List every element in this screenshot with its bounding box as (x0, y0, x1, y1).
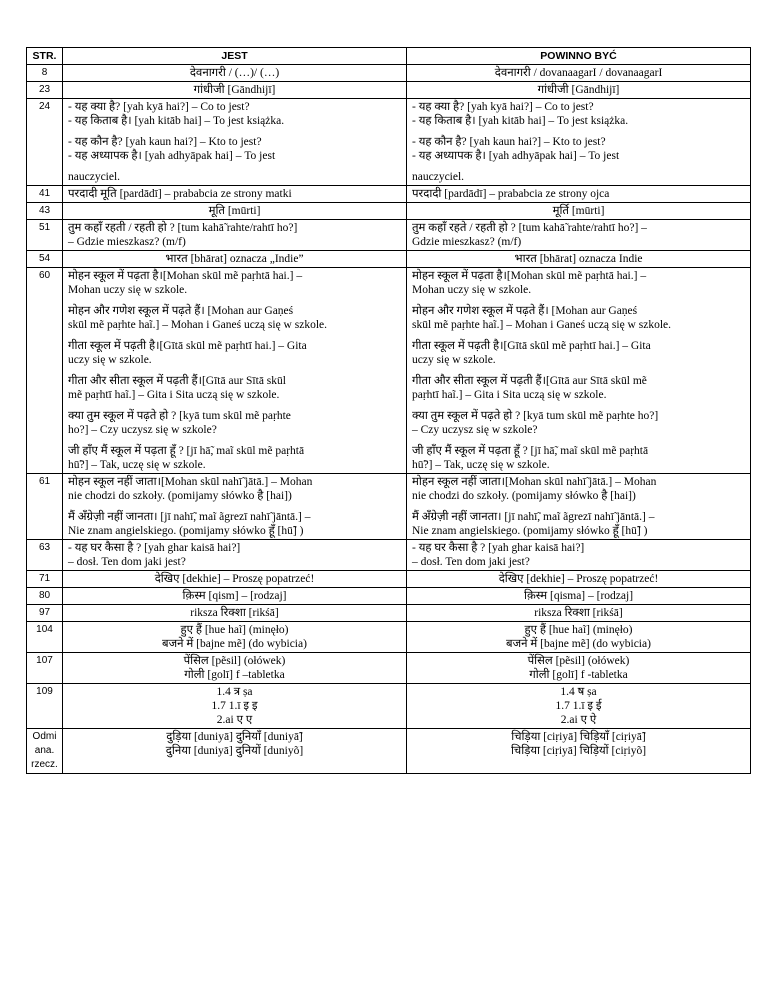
original-text-cell (63, 186, 407, 203)
text-line: परदादी [pardādī] – prababcia ze strony ojca (412, 188, 610, 200)
text-line: क़िस्म [qisma] – [rodzaj] (523, 590, 634, 602)
original-text-cell (63, 65, 407, 82)
original-text-cell (63, 622, 407, 653)
text-line: - यह क्या है? [yah kyā hai?] – Co to jest? (412, 101, 594, 113)
text-line: मोहन स्कूल में पढ़ता है।[Mohan skūl mẽ paṛhtā hai.] – (68, 270, 303, 282)
table-row (27, 251, 751, 268)
text-line: - यह घर कैसा है ? [yah ghar kaisā hai?] (412, 542, 585, 554)
text-line: मोहन और गणेश स्कूल में पढ़ते हैं। [Mohan aur Gaṇeś (412, 305, 638, 317)
text-line: चिड़िया [ciṛiyā] चिड़ियों [ciṛiyõ] (510, 745, 647, 757)
page-number: 104 (27, 622, 63, 653)
original-text-cell (63, 474, 407, 540)
text-line: मोहन और गणेश स्कूल में पढ़ते हैं। [Mohan aur Gaṇeś (68, 305, 294, 317)
text-line: देखिए [dekhie] – Proszę popatrzeć! (154, 573, 315, 585)
corrected-text-cell (407, 65, 751, 82)
text-line: क्या तुम स्कूल में पढ़ते हो ? [kyā tum skūl mẽ paṛhte (68, 410, 291, 422)
text-line: - यह किताब है। [yah kitāb hai] – To jest książka. (412, 115, 629, 127)
page-number: 80 (27, 588, 63, 605)
page-number: 54 (27, 251, 63, 268)
text-line: भारत [bhārat] oznacza „Indie” (165, 253, 304, 265)
text-line: Gdzie mieszkasz? (m/f) (412, 236, 522, 248)
page-number: 107 (27, 653, 63, 684)
text-line: गीता स्कूल में पढ़ती है।[Gītā skūl mẽ paṛhtī hai.] – Gita (412, 340, 651, 352)
corrected-text-cell (407, 268, 751, 474)
corrected-text-cell (407, 653, 751, 684)
text-line: - यह अध्यापक है। [yah adhyāpak hai] – To jest (412, 150, 620, 162)
text-line: – Gdzie mieszkasz? (m/f) (68, 236, 186, 248)
original-text-cell (63, 588, 407, 605)
text-line: पेंसिल [pẽsil] (ołówek) (527, 655, 630, 667)
table-row (27, 268, 751, 474)
text-line: - यह किताब है। [yah kitāb hai] – To jest książka. (68, 115, 285, 127)
page-number: 43 (27, 203, 63, 220)
table-row (27, 220, 751, 251)
text-line: Nie znam angielskiego. (pomijamy słówko हूँ [hū̃] ) (412, 525, 648, 537)
original-text-cell (63, 82, 407, 99)
text-line: uczy się w szkole. (68, 354, 152, 366)
page-number: 63 (27, 540, 63, 571)
page-number: 23 (27, 82, 63, 99)
table-row (27, 588, 751, 605)
page-number: 61 (27, 474, 63, 540)
text-line: riksza रिक्शा [rikśā] (190, 607, 279, 619)
original-text-cell (63, 653, 407, 684)
correction-table (26, 47, 751, 774)
corrected-text-cell (407, 571, 751, 588)
text-line: nauczyciel. (68, 171, 121, 183)
table-row (27, 571, 751, 588)
text-line: uczy się w szkole. (412, 354, 496, 366)
table-row (27, 186, 751, 203)
text-line: paṛhtī haĩ.] – Gita i Sita uczą się w szkole. (412, 389, 607, 401)
text-line: Nie znam angielskiego. (pomijamy słówko हूँ [hū̃] ) (68, 525, 304, 537)
text-line: गांधीजी [Gāndhijī] (537, 84, 620, 96)
corrected-text-cell (407, 684, 751, 729)
text-line: nauczyciel. (412, 171, 465, 183)
original-text-cell (63, 220, 407, 251)
text-line: बजने में [bajne mẽ] (do wybicia) (162, 638, 307, 650)
text-line: skūl mẽ paṛhte haĩ.] – Mohan i Ganeś uczą się w szkole. (412, 319, 671, 331)
text-line: Mohan uczy się w szkole. (68, 284, 188, 296)
original-text-cell (63, 203, 407, 220)
table-row (27, 82, 751, 99)
text-line: - यह कौन है? [yah kaun hai?] – Kto to jest? (412, 136, 606, 148)
original-text-cell (63, 729, 407, 774)
original-text-cell (63, 99, 407, 186)
text-line: 1.4 त्र ṣa (216, 686, 253, 698)
text-line: दुड़िया [duniyā] दुनियाँ [duniyā̃] (166, 731, 303, 743)
header-row (27, 48, 751, 65)
text-line: Mohan uczy się w szkole. (412, 284, 532, 296)
text-line: मूति [mūrti] (208, 205, 261, 217)
text-line: तुम कहाँ रहती / रहती हो ? [tum kahā̃ rahte/rahtī ho?] (68, 222, 298, 234)
corrected-text-cell (407, 622, 751, 653)
table-row (27, 65, 751, 82)
text-line: मोहन स्कूल नहीं जाता।[Mohan skūl nahī̃ jātā.] – Mohan (412, 476, 657, 488)
header-right: POWINNO BYĆ (407, 48, 751, 65)
text-line: गांधीजी [Gāndhijī] (193, 84, 276, 96)
text-line: riksza रिक्शा [rikśā] (534, 607, 623, 619)
text-line: तुम कहाँ रहते / रहती हो ? [tum kahā̃ rahte/rahtī ho?] – (412, 222, 647, 234)
text-line: गीता और सीता स्कूल में पढ़ती हैं।[Gītā aur Sītā skūl (68, 375, 286, 387)
corrected-text-cell (407, 729, 751, 774)
text-line: – dosł. Ten dom jaki jest? (412, 556, 530, 568)
text-line: - यह कौन है? [yah kaun hai?] – Kto to jest? (68, 136, 262, 148)
text-line: गीता स्कूल में पढ़ती है।[Gītā skūl mẽ paṛhtī hai.] – Gita (68, 340, 307, 352)
page-number: 41 (27, 186, 63, 203)
text-line: 2.ai ए ऐ (560, 714, 597, 726)
text-line: 1.4 ष ṣa (560, 686, 597, 698)
original-text-cell (63, 268, 407, 474)
header-num: STR. (27, 48, 63, 65)
page-number: 51 (27, 220, 63, 251)
corrected-text-cell (407, 99, 751, 186)
corrected-text-cell (407, 251, 751, 268)
original-text-cell (63, 251, 407, 268)
text-line: nie chodzi do szkoły. (pomijamy słówko है [hai]) (68, 490, 292, 502)
text-line: 1.7 1.ī इ इ (211, 700, 258, 712)
corrected-text-cell (407, 588, 751, 605)
text-line: मूर्ति [mūrti] (552, 205, 605, 217)
text-line: जी हाँए मैं स्कूल में पढ़ता हूँ ? [jī hā̃, maĩ skūl mẽ paṛhtā (412, 445, 649, 457)
text-line: चिड़िया [ciṛiyā] चिड़ियाँ [ciṛiyā̃] (511, 731, 646, 743)
page-number: Odmi ana. rzecz. (27, 729, 63, 774)
text-line: 1.7 1.ī इ ई (555, 700, 602, 712)
corrected-text-cell (407, 82, 751, 99)
table-row (27, 653, 751, 684)
page-number: 24 (27, 99, 63, 186)
text-line: मैं अँग्रेज़ी नहीं जानता। [jī nahī̃, maĩ ãgrezī nahī̃ jāntā.] – (68, 511, 311, 523)
page-number: 109 (27, 684, 63, 729)
text-line: क्या तुम स्कूल में पढ़ते हो ? [kyā tum skūl mẽ paṛhte ho?] (412, 410, 659, 422)
page-number: 60 (27, 268, 63, 474)
corrected-text-cell (407, 540, 751, 571)
original-text-cell (63, 605, 407, 622)
table-row (27, 622, 751, 653)
table-row (27, 540, 751, 571)
text-line: गीता और सीता स्कूल में पढ़ती हैं।[Gītā aur Sītā skūl mẽ (412, 375, 647, 387)
text-line: skūl mẽ paṛhte haĩ.] – Mohan i Ganeś uczą się w szkole. (68, 319, 327, 331)
table-row (27, 99, 751, 186)
text-line: hū̃?] – Tak, uczę się w szkole. (412, 459, 550, 471)
text-line: - यह घर कैसा है ? [yah ghar kaisā hai?] (68, 542, 241, 554)
text-line: मोहन स्कूल में पढ़ता है।[Mohan skūl mẽ paṛhtā hai.] – (412, 270, 647, 282)
text-line: 2.ai ए ए (216, 714, 253, 726)
header-left: JEST (63, 48, 407, 65)
text-line: परदादी मूति [pardādī] – prababcia ze strony matki (68, 188, 292, 200)
text-line: हुए हैं [hue haĩ] (minęło) (524, 624, 633, 636)
original-text-cell (63, 540, 407, 571)
text-line: मोहन स्कूल नहीं जाता।[Mohan skūl nahī̃ jātā.] – Mohan (68, 476, 313, 488)
table-row (27, 203, 751, 220)
corrected-text-cell (407, 605, 751, 622)
original-text-cell (63, 571, 407, 588)
original-text-cell (63, 684, 407, 729)
page-number: 8 (27, 65, 63, 82)
text-line: – dosł. Ten dom jaki jest? (68, 556, 186, 568)
text-line: मैं अँग्रेज़ी नहीं जानता। [jī nahī̃, maĩ ãgrezī nahī̃ jāntā.] – (412, 511, 655, 523)
table-row (27, 684, 751, 729)
text-line: nie chodzi do szkoły. (pomijamy słówko है [hai]) (412, 490, 636, 502)
text-line: – Czy uczysz się w szkole? (412, 424, 538, 436)
text-line: बजने में [bajne mẽ] (do wybicia) (506, 638, 651, 650)
page-number: 71 (27, 571, 63, 588)
text-line: हुए हैं [hue haĩ] (minęło) (180, 624, 289, 636)
text-line: - यह क्या है? [yah kyā hai?] – Co to jest? (68, 101, 250, 113)
text-line: - यह अध्यापक है। [yah adhyāpak hai] – To jest (68, 150, 276, 162)
text-line: देखिए [dekhie] – Proszę popatrzeć! (498, 573, 659, 585)
text-line: mẽ paṛhtī haĩ.] – Gita i Sita uczą się w szkole. (68, 389, 280, 401)
text-line: दुनिया [duniyā] दुनियों [duniyõ] (165, 745, 304, 757)
text-line: जी हाँए मैं स्कूल में पढ़ता हूँ ? [jī hā̃, maĩ skūl mẽ paṛhtā (68, 445, 305, 457)
corrected-text-cell (407, 474, 751, 540)
page-number: 97 (27, 605, 63, 622)
text-line: देवनागरी / (…)/ (…) (189, 67, 280, 79)
text-line: hū̃?] – Tak, uczę się w szkole. (68, 459, 206, 471)
text-line: गोली [golī] f –tabletka (184, 669, 285, 681)
text-line: गोली [golī] f -tabletka (529, 669, 628, 681)
table-row (27, 729, 751, 774)
text-line: देवनागरी / dovanaagarI / dovanaagarI (494, 67, 663, 79)
corrected-text-cell (407, 186, 751, 203)
corrected-text-cell (407, 220, 751, 251)
text-line: भारत [bhārat] oznacza Indie (514, 253, 643, 265)
text-line: क़िस्म [qism] – [rodzaj] (182, 590, 287, 602)
corrected-text-cell (407, 203, 751, 220)
text-line: ho?] – Czy uczysz się w szkole? (68, 424, 217, 436)
text-line: पेंसिल [pẽsil] (ołówek) (183, 655, 286, 667)
table-row (27, 605, 751, 622)
table-row (27, 474, 751, 540)
